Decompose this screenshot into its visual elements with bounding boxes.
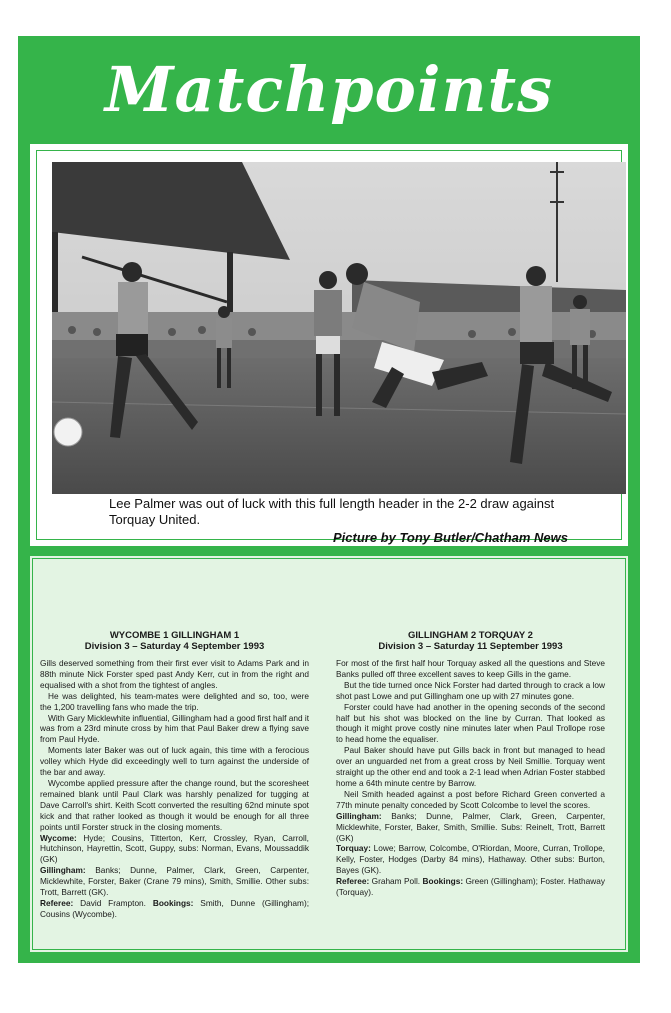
match-score: GILLINGHAM 2 TORQUAY 2	[408, 630, 533, 641]
lineup-text: Banks; Dunne, Palmer, Clark, Green, Carpenter, Micklewhite, Forster, Baker (Crane 79 mins), Smith, Smillie. Other subs: Trott, Barrett (GK).	[40, 865, 309, 898]
lineup-gillingham	[40, 865, 309, 898]
match-reports-panel	[30, 556, 628, 952]
referee-name: Graham Poll.	[371, 876, 421, 887]
lineup-text: Hyde; Cousins, Titterton, Kerr, Crossley, Ryan, Carroll, Hutchinson, Hayrettin, Scott, Guppy, subs: Norman, Evans, Moussaddik (GK)	[40, 832, 309, 865]
lineup-text: Banks; Dunne, Palmer, Clark, Green, Carpenter, Micklewhite, Forster, Baker, Smith, Smillie. Subs: Reinelt, Trott, Barrett (GK)	[336, 810, 605, 843]
page-frame	[18, 36, 640, 963]
lineup-label: Gillingham:	[336, 810, 382, 821]
report-paragraph: Neil Smith headed against a post before Richard Green converted a 77th minute penalty conceded by Scott Colcombe to level the scores.	[336, 788, 605, 810]
report-paragraph: With Gary Micklewhite influential, Gillingham had a good first half and it was from a 23rd minute cross by him that Paul Baker drew a flying save from Paul Hyde.	[40, 712, 310, 745]
referee-label: Referee:	[336, 876, 370, 887]
bookings-text: Green (Gillingham); Foster. Hathaway (Torquay).	[336, 876, 605, 898]
report-paragraph: Paul Baker should have put Gills back in front but managed to head over an unguarded net from a great cross by Neil Smillie. Torquay went straight up the other end and took a 2-1 lead when Adrian Foster stabbed home a 64th minute centre by Barrow.	[336, 745, 605, 788]
referee-label: Referee:	[40, 897, 74, 908]
bookings-label: Bookings:	[422, 876, 464, 887]
officials	[40, 898, 309, 920]
match-report-wycombe	[40, 630, 309, 920]
report-paragraph: Forster could have had another in the opening seconds of the second half but his shot was blocked on the line by Curran. That looked as though it might prove costly nine minutes later when Paul Trollope rose to head home the equaliser.	[336, 701, 605, 745]
match-heading	[336, 630, 605, 652]
officials	[336, 876, 605, 898]
referee-name: David Frampton.	[80, 897, 146, 908]
report-paragraph: Gills deserved something from their first ever visit to Adams Park and in 88th minute Nick Forster sped past Andy Kerr, cut in from the right and equalised with a shot from the tightest of angles.	[40, 658, 309, 690]
report-paragraph: But the tide turned once Nick Forster had darted through to crack a low shot past Lowe and put Gillingham one up with 27 minutes gone.	[336, 679, 605, 701]
lineup-label: Gillingham:	[40, 865, 86, 876]
page-title: Matchpoints	[104, 53, 554, 126]
bookings-label: Bookings:	[152, 897, 194, 908]
lineup-wycombe	[40, 833, 309, 866]
report-paragraph: For most of the first half hour Torquay asked all the questions and Steve Banks pulled off three excellent saves to keep Gills in the game.	[336, 658, 605, 679]
photo-credit: Picture by Tony Butler/Chatham News	[332, 530, 568, 545]
lineup-text: Lowe; Barrow, Colcombe, O'Riordan, Moore, Curran, Trollope, Kelly, Foster, Hodges (Darby 84 mins), Hathaway. Other subs: Burton, Bayes (GK).	[336, 843, 605, 876]
lineup-label: Wycome:	[40, 832, 77, 843]
report-paragraph: Wycombe applied pressure after the change round, but the scoresheet remained blank until Paul Clark was harshly penalized for tugging at Dave Carroll's shirt. Keith Scott converted the resulting 62nd minute spot kick and that rather looked as though it would be enough for all three points until Forster struck in the closing moments.	[40, 777, 309, 832]
lineup-torquay	[336, 843, 605, 876]
report-paragraph: Moments later Baker was out of luck again, this time with a ferocious volley which Hyde did exceedingly well to turn against the underside of the bar and away.	[40, 745, 309, 778]
match-report-torquay	[336, 630, 605, 898]
report-paragraph: He was delighted, his team-mates were delighted and so, too, were the 1,200 travelling fans who made the trip.	[40, 690, 309, 712]
lineup-gillingham	[336, 811, 605, 844]
bookings-text: Smith, Dunne (Gillingham); Cousins (Wycombe).	[40, 897, 310, 919]
match-date: Division 3 – Saturday 11 September 1993	[378, 641, 563, 652]
football	[54, 418, 82, 446]
photo-panel	[30, 144, 628, 546]
match-photo	[52, 162, 626, 494]
match-heading	[40, 630, 309, 652]
match-score: WYCOMBE 1 GILLINGHAM 1	[109, 630, 240, 641]
match-date: Division 3 – Saturday 4 September 1993	[84, 641, 265, 652]
photo-caption: Lee Palmer was out of luck with this full length header in the 2-2 draw against Torquay United.	[109, 496, 555, 527]
lineup-label: Torquay:	[336, 843, 371, 854]
